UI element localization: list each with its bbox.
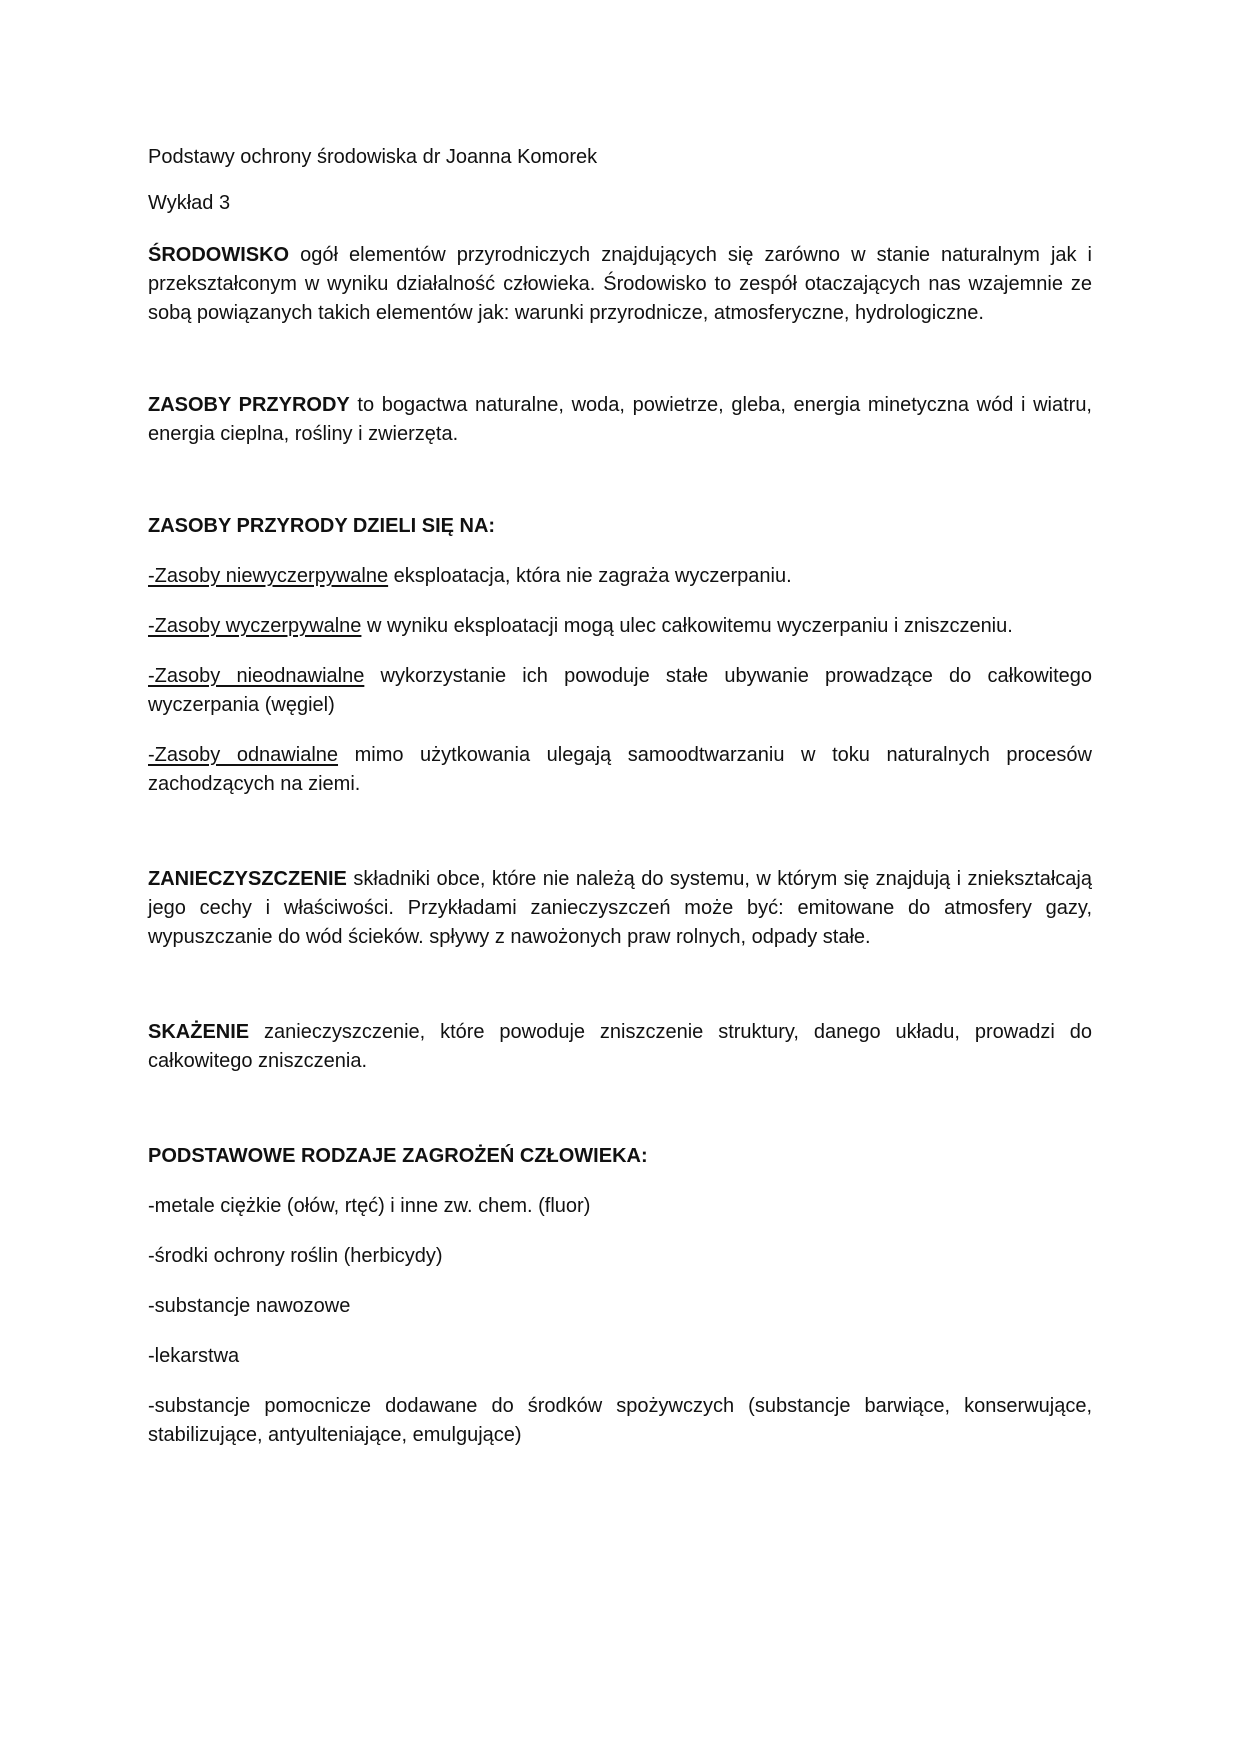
term-zasoby-przyrody: ZASOBY PRZYRODY <box>148 394 350 416</box>
list-item-text: mimo użytkowania ulegają samoodtwarzaniu w toku naturalnych procesów zachodzących na ziemi. <box>148 744 1093 795</box>
list-item-term: -Zasoby niewyczerpywalne <box>148 565 389 587</box>
list-item-term: -Zasoby odnawialne <box>148 744 339 766</box>
list-item <box>148 612 1092 641</box>
definition-srodowisko <box>148 241 1092 328</box>
definition-text: składniki obce, które nie należą do systemu, w którym się znajdują i zniekształcają jego cechy i właściwości. Przykładami zanieczyszczeń może być: emitowane do atmosfery gazy, wypuszczanie do wód ścieków. spływy z nawożonych praw rolnych, odpady stałe. <box>148 868 1092 948</box>
section-heading-podzial: ZASOBY PRZYRODY DZIELI SIĘ NA: <box>148 515 496 537</box>
list-item-text: eksploatacja, która nie zagraża wyczerpaniu. <box>388 565 792 587</box>
document-page <box>148 143 1092 1450</box>
definition-zanieczyszczenie <box>148 865 1092 952</box>
term-skazenie: SKAŻENIE <box>148 1021 250 1043</box>
definition-text: ogół elementów przyrodniczych znajdujących się zarówno w stanie naturalnym jak i przekształconym w wyniku działalność człowieka. Środowisko to zespół otaczających nas wzajemnie ze sobą powiązanych takich elementów jak: warunki przyrodnicze, atmosferyczne, hydrologiczne. <box>148 244 1092 324</box>
term-zanieczyszczenie: ZANIECZYSZCZENIE <box>148 868 347 890</box>
lecture-number: Wykład 3 <box>148 192 231 214</box>
list-item-text: w wyniku eksploatacji mogą ulec całkowitemu wyczerpaniu i zniszczeniu. <box>361 615 1013 637</box>
list-item-term: -Zasoby wyczerpywalne <box>148 615 362 637</box>
definition-text: to bogactwa naturalne, woda, powietrze, gleba, energia minetyczna wód i wiatru, energia cieplna, rośliny i zwierzęta. <box>148 394 1092 445</box>
list-item: -substancje pomocnicze dodawane do środków spożywczych (substancje barwiące, konserwujące, stabilizujące, antyulteniające, emulgujące) <box>148 1395 1092 1446</box>
list-item: -substancje nawozowe <box>148 1295 351 1317</box>
list-item: -lekarstwa <box>148 1345 240 1367</box>
list-item <box>148 662 1092 720</box>
definition-text: zanieczyszczenie, które powoduje zniszczenie struktury, danego układu, prowadzi do całkowitego zniszczenia. <box>148 1021 1092 1072</box>
definition-zasoby-przyrody <box>148 391 1092 449</box>
list-item-text: wykorzystanie ich powoduje stałe ubywanie prowadzące do całkowitego wyczerpania (węgiel) <box>148 665 1093 716</box>
list-item: -metale ciężkie (ołów, rtęć) i inne zw. chem. (fluor) <box>148 1195 591 1217</box>
term-srodowisko: ŚRODOWISKO <box>148 244 290 266</box>
list-item <box>148 562 1092 591</box>
section-heading-zagrozenia: PODSTAWOWE RODZAJE ZAGROŻEŃ CZŁOWIEKA: <box>148 1145 648 1167</box>
list-item: -środki ochrony roślin (herbicydy) <box>148 1245 443 1267</box>
list-item-term: -Zasoby nieodnawialne <box>148 665 365 687</box>
header-title: Podstawy ochrony środowiska dr Joanna Komorek <box>148 146 598 168</box>
list-item <box>148 741 1092 799</box>
definition-skazenie <box>148 1018 1092 1076</box>
